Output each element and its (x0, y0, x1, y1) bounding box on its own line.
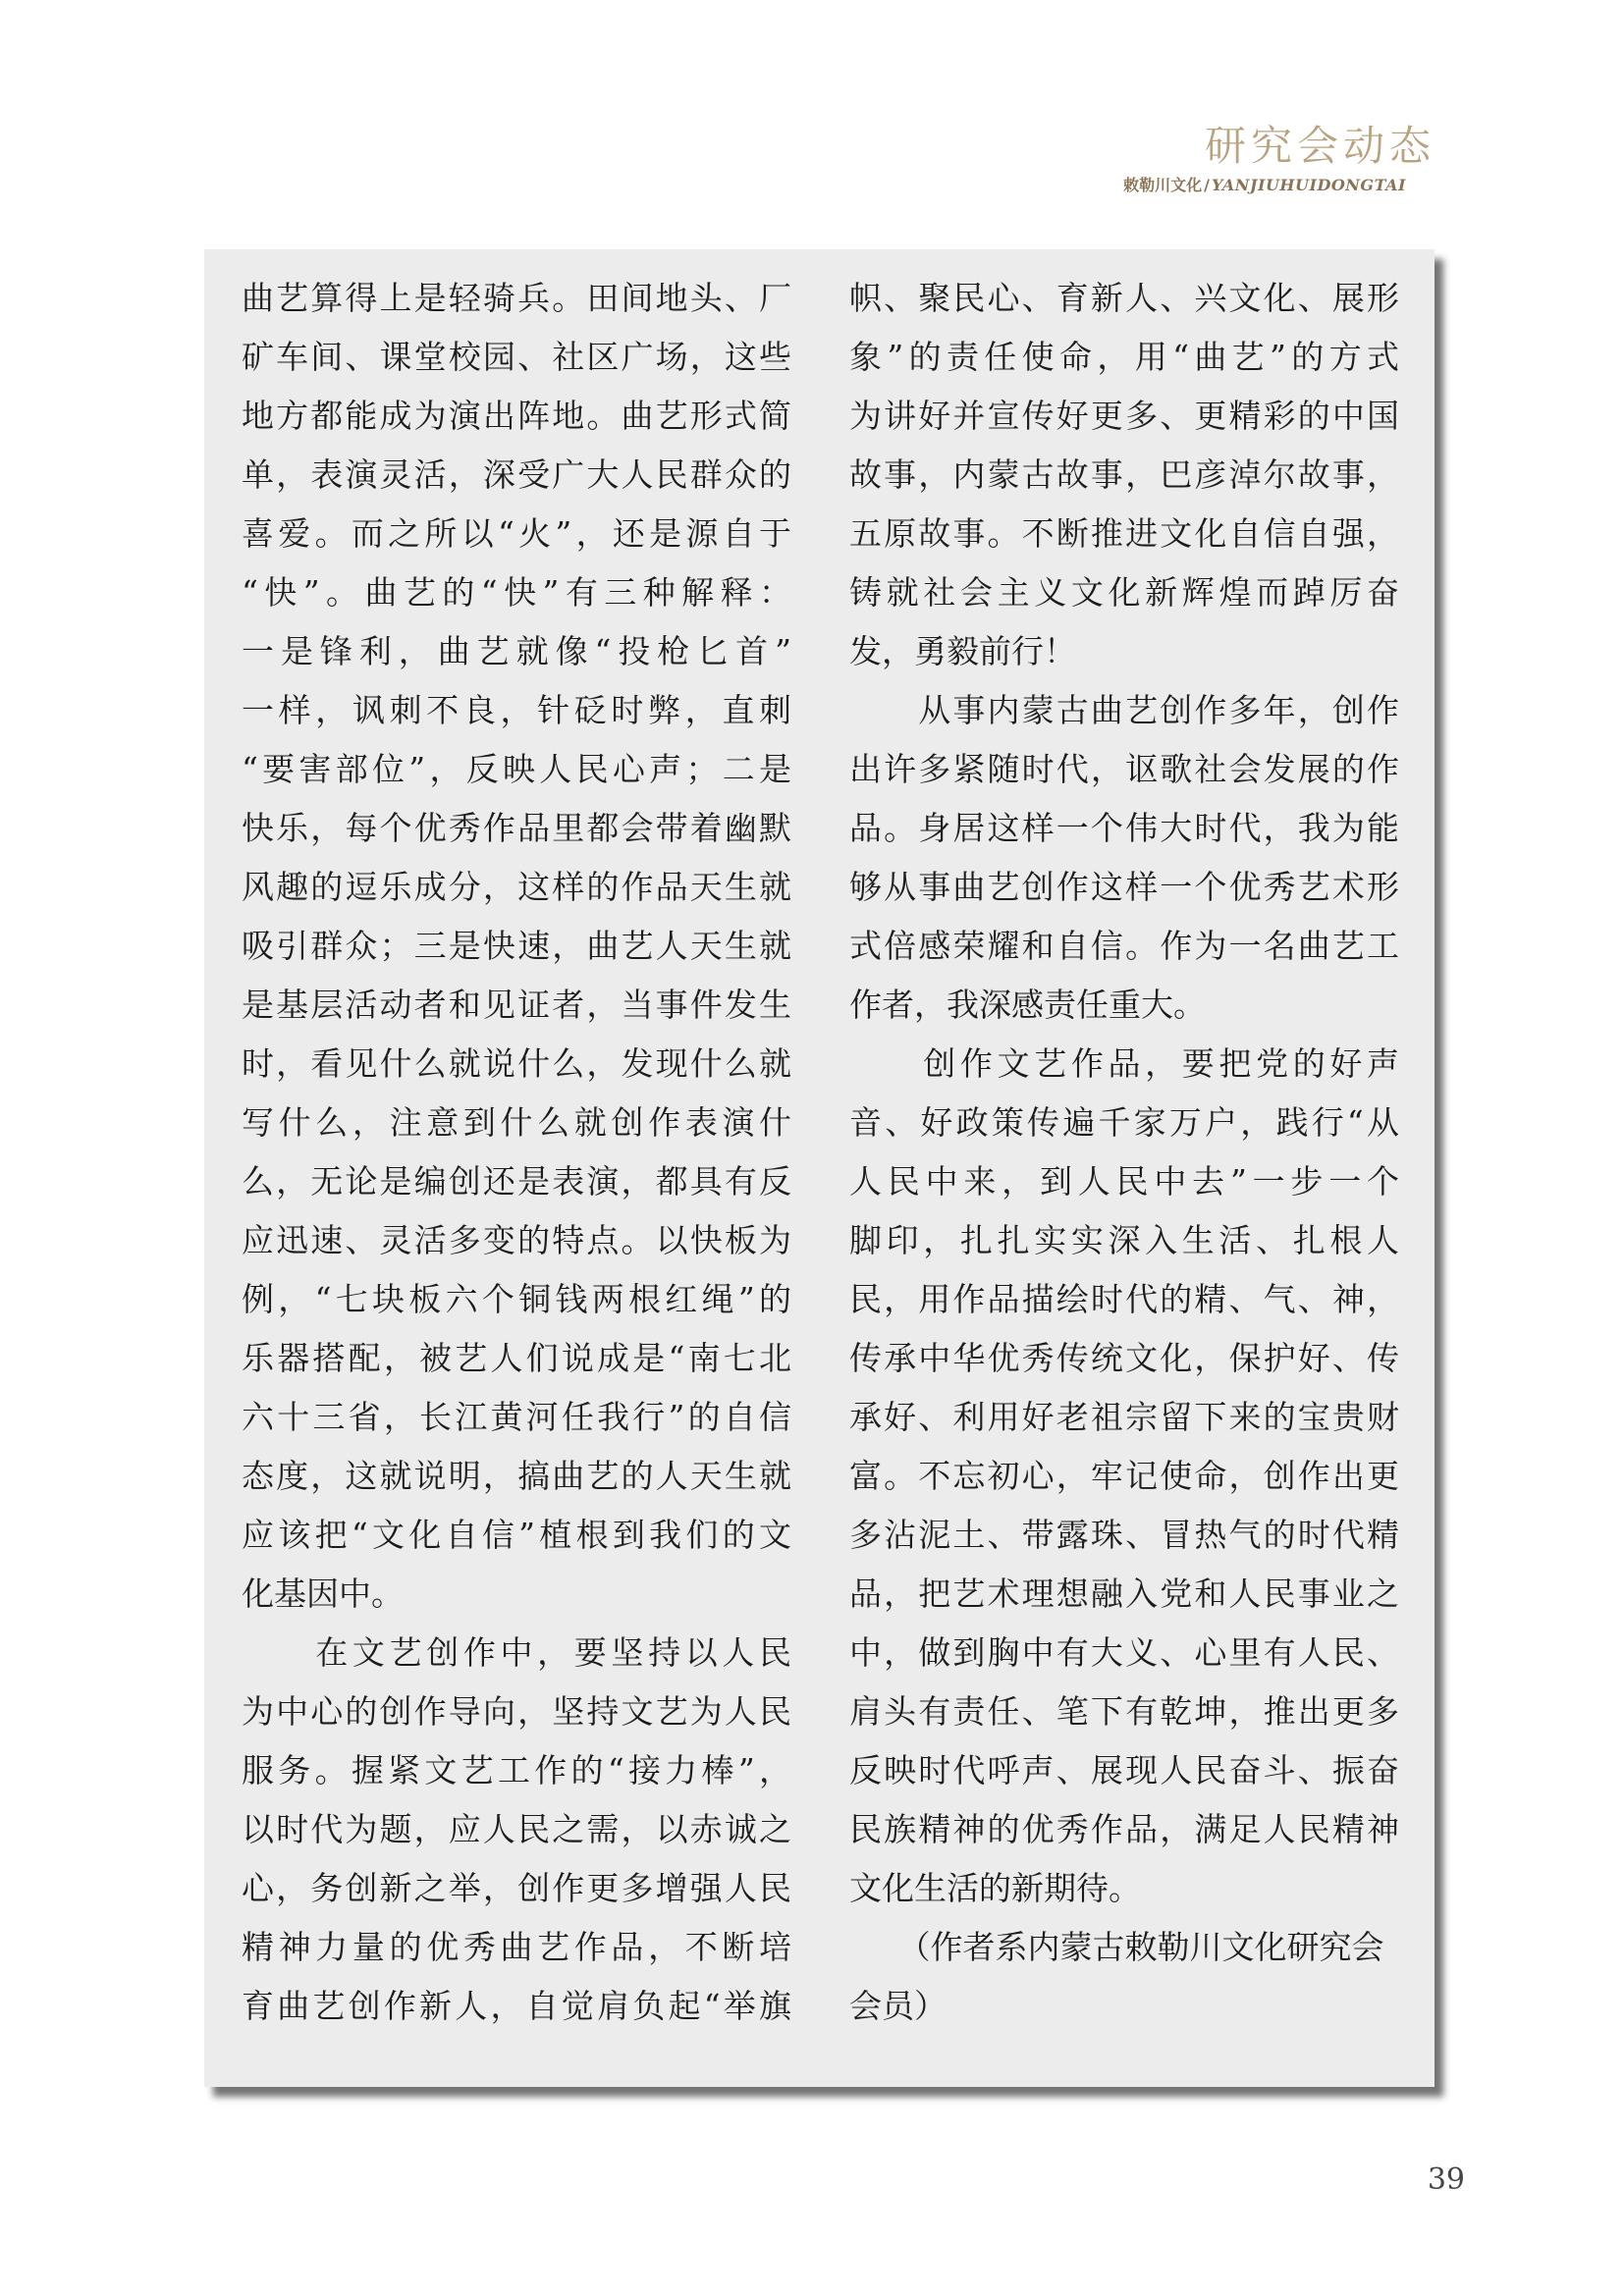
text-line: 六十三省，长江黄河任我行”的自信 (242, 1398, 791, 1436)
text-line: 出许多紧随时代，讴歌社会发展的作 (849, 750, 1399, 788)
text-line: 是基层活动者和见证者，当事件发生 (242, 986, 791, 1024)
text-line: 矿车间、课堂校园、社区广场，这些 (242, 338, 791, 376)
text-line: 喜爱。而之所以“火”，还是源自于 (242, 514, 791, 553)
text-line: 为中心的创作导向，坚持文艺为人民 (242, 1692, 791, 1731)
article-card (204, 249, 1435, 2087)
text-line: 故事，内蒙古故事，巴彦淖尔故事， (849, 455, 1399, 494)
text-line: “快”。曲艺的“快”有三种解释： (242, 573, 791, 612)
text-line: 以时代为题，应人民之需，以赤诚之 (242, 1810, 791, 1848)
text-line: 发，勇毅前行！ (849, 632, 1076, 670)
text-line: 铸就社会主义文化新辉煌而踔厉奋 (849, 573, 1399, 612)
text-line: 么，无论是编创还是表演，都具有反 (242, 1162, 791, 1201)
text-line: 式倍感荣耀和自信。作为一名曲艺工 (849, 927, 1399, 965)
text-line: 精神力量的优秀曲艺作品，不断培 (242, 1928, 791, 1966)
text-line: 人民中来，到人民中去”一步一个 (849, 1162, 1399, 1201)
text-line: 例，“七块板六个铜钱两根红绳”的 (242, 1280, 791, 1318)
left-column (242, 269, 791, 2036)
text-line: 品，把艺术理想融入党和人民事业之 (849, 1575, 1399, 1613)
text-line: 化基因中。 (242, 1575, 404, 1613)
text-line: 作者，我深感责任重大。 (849, 986, 1206, 1024)
text-line: 会员） (849, 1987, 947, 2025)
page-number: 39 (1427, 2163, 1465, 2197)
text-line: （作者系内蒙古敕勒川文化研究会 (849, 1928, 1384, 1966)
subtitle-cn: 敕勒川文化 (1123, 176, 1203, 194)
text-line: 时，看见什么就说什么，发现什么就 (242, 1044, 791, 1083)
section-subtitle (1123, 173, 1406, 195)
text-line: 地方都能成为演出阵地。曲艺形式简 (242, 397, 791, 435)
text-line: 够从事曲艺创作这样一个优秀艺术形 (849, 868, 1399, 906)
text-line: 服务。握紧文艺工作的“接力棒”， (242, 1751, 791, 1789)
text-line: 在文艺创作中，要坚持以人民 (242, 1633, 791, 1672)
text-line: 多沾泥土、带露珠、冒热气的时代精 (849, 1516, 1399, 1554)
text-line: 民族精神的优秀作品，满足人民精神 (849, 1810, 1399, 1848)
text-line: 脚印，扎扎实实深入生活、扎根人 (849, 1221, 1399, 1259)
subtitle-separator: / (1204, 176, 1210, 194)
text-line: 育曲艺创作新人，自觉肩负起“举旗 (242, 1987, 791, 2025)
text-line: 为讲好并宣传好更多、更精彩的中国 (849, 397, 1399, 435)
text-line: 从事内蒙古曲艺创作多年，创作 (849, 691, 1399, 729)
text-line: 单，表演灵活，深受广大人民群众的 (242, 455, 791, 494)
text-line: 肩头有责任、笔下有乾坤，推出更多 (849, 1692, 1399, 1731)
text-line: 富。不忘初心，牢记使命，创作出更 (849, 1457, 1399, 1495)
text-line: 吸引群众；三是快速，曲艺人天生就 (242, 927, 791, 965)
text-line: 应迅速、灵活多变的特点。以快板为 (242, 1221, 791, 1259)
text-line: 反映时代呼声、展现人民奋斗、振奋 (849, 1751, 1399, 1789)
text-line: 五原故事。不断推进文化自信自强， (849, 514, 1399, 553)
text-line: 写什么，注意到什么就创作表演什 (242, 1103, 791, 1142)
text-line: 态度，这就说明，搞曲艺的人天生就 (242, 1457, 791, 1495)
text-line: 创作文艺作品，要把党的好声 (849, 1044, 1399, 1083)
subtitle-en: YANJIUHUIDONGTAI (1211, 176, 1406, 194)
text-line: 曲艺算得上是轻骑兵。田间地头、厂 (242, 279, 791, 317)
text-line: 品。身居这样一个伟大时代，我为能 (849, 809, 1399, 847)
text-line: 音、好政策传遍千家万户，践行“从 (849, 1103, 1399, 1142)
text-line: 风趣的逗乐成分，这样的作品天生就 (242, 868, 791, 906)
text-line: 乐器搭配，被艺人们说成是“南七北 (242, 1339, 791, 1377)
right-column (849, 269, 1399, 2036)
text-line: 承好、利用好老祖宗留下来的宝贵财 (849, 1398, 1399, 1436)
text-line: 中，做到胸中有大义、心里有人民、 (849, 1633, 1399, 1672)
text-line: 快乐，每个优秀作品里都会带着幽默 (242, 809, 791, 847)
section-title: 研究会动态 (1204, 122, 1435, 170)
text-line: 应该把“文化自信”植根到我们的文 (242, 1516, 791, 1554)
text-line: 一样，讽刺不良，针砭时弊，直刺 (242, 691, 791, 729)
text-line: 民，用作品描绘时代的精、气、神， (849, 1280, 1399, 1318)
text-line: 心，务创新之举，创作更多增强人民 (242, 1869, 791, 1907)
text-line: “要害部位”，反映人民心声；二是 (242, 750, 791, 788)
text-line: 文化生活的新期待。 (849, 1869, 1141, 1907)
text-line: 一是锋利，曲艺就像“投枪匕首” (242, 632, 791, 670)
text-line: 传承中华优秀传统文化，保护好、传 (849, 1339, 1399, 1377)
text-line: 帜、聚民心、育新人、兴文化、展形 (849, 279, 1399, 317)
text-line: 象”的责任使命，用“曲艺”的方式 (849, 338, 1399, 376)
